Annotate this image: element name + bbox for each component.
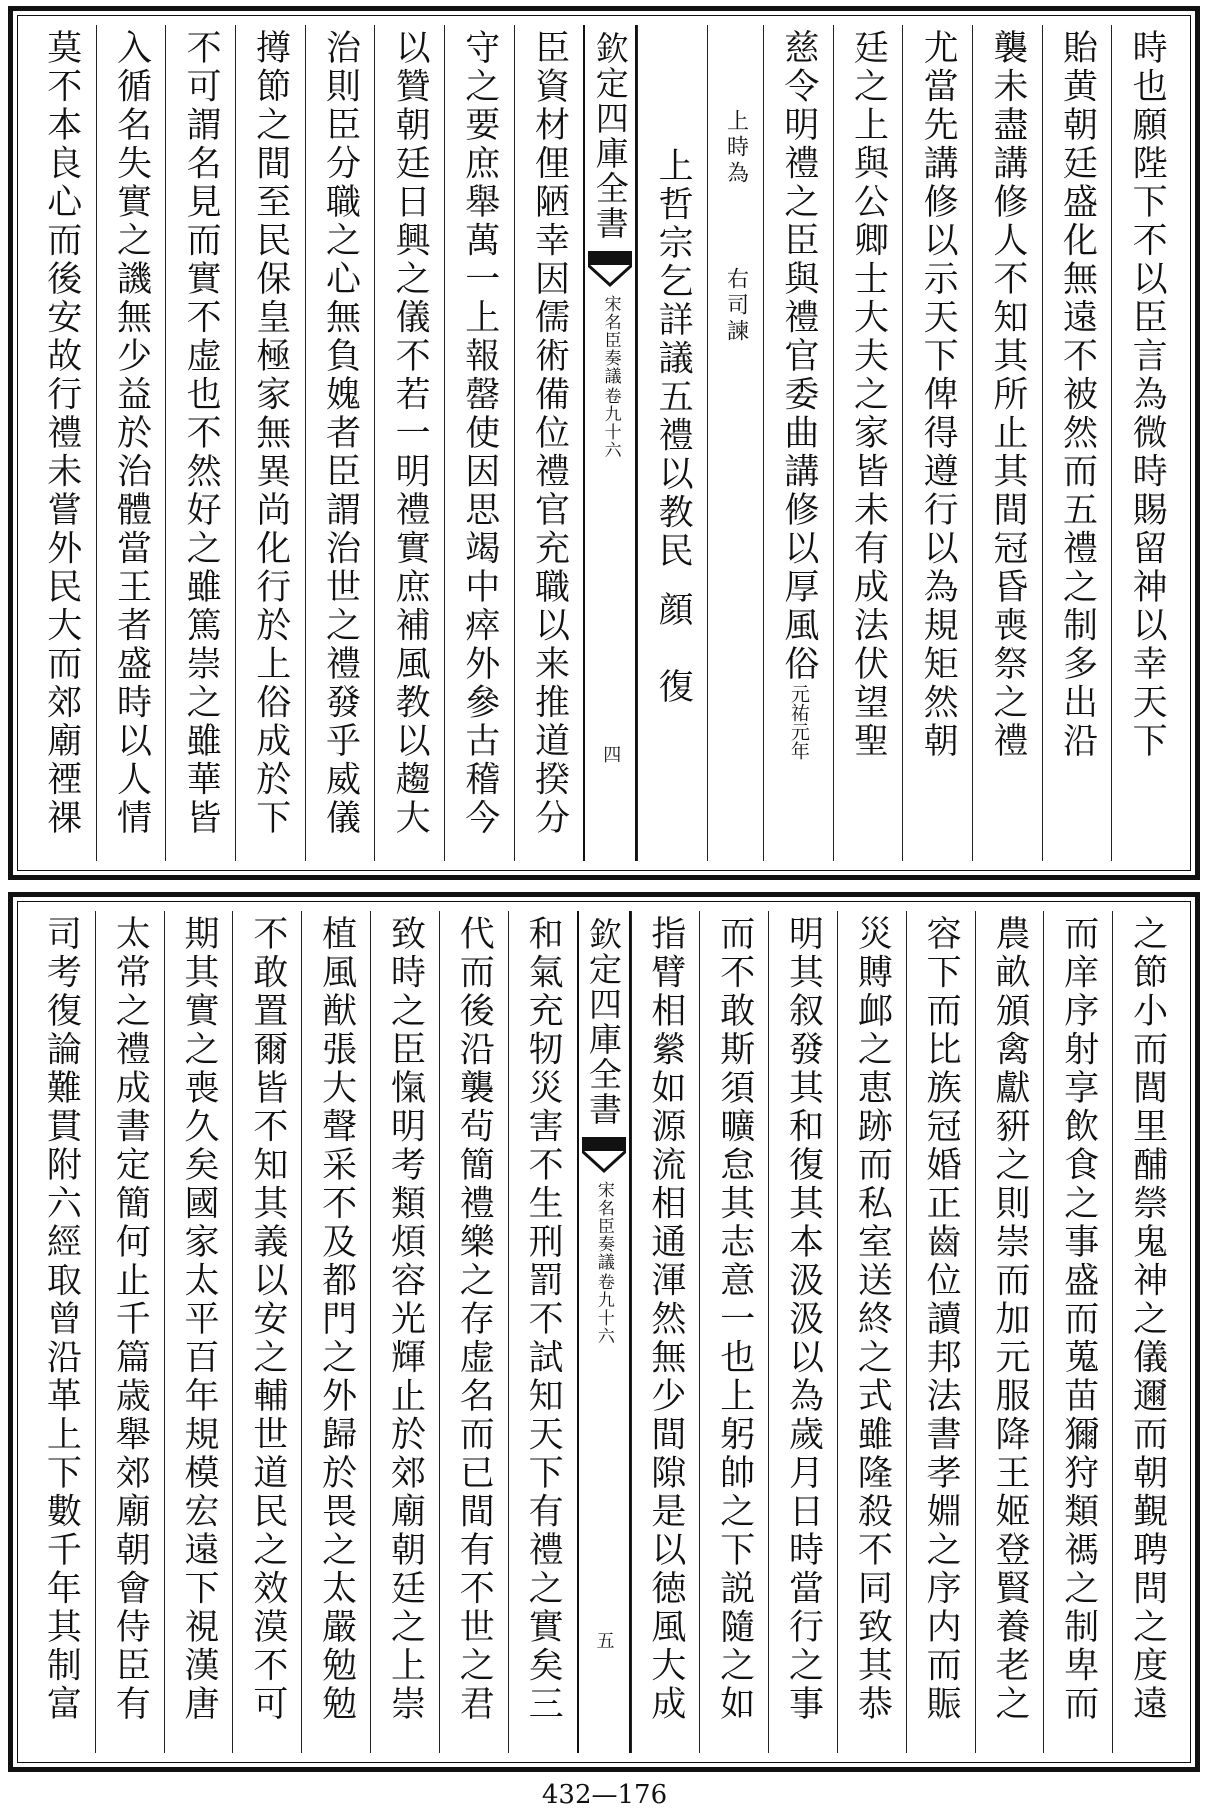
- memorial-title: 上哲宗乞詳議五禮以教民: [653, 147, 694, 571]
- text-column: 治則臣分職之心無負媿者臣謂治世之禮發乎威儀: [305, 25, 375, 861]
- text-column: 以贊朝廷日興之儀不若一明禮實庶補風教以趨大: [374, 25, 444, 861]
- annotation-line: 右司諫: [723, 267, 749, 345]
- text-column: 襲未盡講修人不知其所止其間冠昏喪祭之禮: [972, 25, 1042, 861]
- banner-title: 欽定四庫全書: [584, 917, 623, 1127]
- text-column: 守之要庶舉萬一上報罄使因思竭中瘁外參古稽今: [444, 25, 514, 861]
- text-column: 容下而比族冠婚正齒位讀邦法書孝婣之序内而賑: [906, 911, 975, 1753]
- text-column: 明其叙發其和復其本汲汲以為歲月日時當行之事: [768, 911, 837, 1753]
- text-column: 撙節之間至民保皇極家無異尚化行於上俗成於下: [235, 25, 305, 861]
- page-top: [8, 6, 1200, 880]
- text-column: 太常之禮成書定簡何止千篇歳舉郊廟朝會侍臣有: [95, 911, 164, 1753]
- center-banner: [577, 911, 631, 1753]
- text-column: 司考復論難貫附六經取曾沿革上下數千年其制富: [41, 915, 82, 1724]
- center-banner: [583, 25, 637, 861]
- text-column: 而庠序射享飲食之事盛而蒐苗獮狩類禡之制卑而: [1043, 911, 1112, 1753]
- collection-name: 宋名臣奏議: [600, 295, 621, 385]
- banner-subtitle: [601, 295, 620, 459]
- text-column: 不可謂名見而實不虚也不然好之雖篤崇之雖華皆: [165, 25, 235, 861]
- collection-name: 宋名臣奏議: [593, 1181, 614, 1271]
- text-column: 入循名失實之譏無少益於治體當王者盛時以人情: [96, 25, 166, 861]
- page-bottom: [8, 892, 1200, 1772]
- text-column: 之節小而閭里酺禜鬼神之儀邇而朝覲聘問之度遠: [1112, 911, 1181, 1753]
- annotation-line: 上時為: [723, 109, 749, 187]
- text-column: 植風猷張大聲采不及都門之外歸於畏之太嚴勉勉: [301, 911, 370, 1753]
- date-annotation: 元祐元年: [787, 683, 810, 760]
- fish-tail-ornament-icon: [582, 1137, 626, 1175]
- text-column: 而不敢斯須曠怠其志意一也上躬帥之下説隨之如: [699, 911, 768, 1753]
- text-columns-top: [27, 25, 1181, 861]
- volume-number: 卷九十六: [593, 1273, 614, 1345]
- text-column: 代而後沿襲茍簡禮樂之存虚名而已間有不世之君: [439, 911, 508, 1753]
- page-footer-number: 432—176: [541, 1780, 668, 1810]
- fish-tail-ornament-icon: [588, 251, 632, 289]
- text-column: 貽黄朝廷盛化無遠不被然而五禮之制多出沿: [1042, 25, 1112, 861]
- text-column: 時也願陛下不以臣言為微時賜留神以幸天下: [1111, 25, 1181, 861]
- text-column: 廷之上與公卿士大夫之家皆未有成法伏望聖: [833, 25, 903, 861]
- banner-title: 欽定四庫全書: [590, 31, 630, 241]
- text-column: 農畝頒禽獻豣之則崇而加元服降王姬登賢養老之: [975, 911, 1044, 1753]
- text-column: 期其實之喪久矣國家太平百年規模宏遠下視漢唐: [164, 911, 233, 1753]
- text-column: 和氣充牣災害不生刑罰不試知天下有禮之實矣三: [508, 911, 577, 1753]
- text-column: 不敢置爾皆不知其義以安之輔世道民之效漠不可: [232, 911, 301, 1753]
- annotation-column: [707, 25, 763, 861]
- text-column: 莫不本良心而後安故行禮未嘗外民大而郊廟禋祼: [41, 29, 82, 838]
- text-column: [763, 25, 833, 861]
- text-columns-bottom: [27, 911, 1181, 1753]
- text-column: 致時之臣愾明考類煩容光輝止於郊廟朝廷之上崇: [370, 911, 439, 1753]
- leaf-number: 五: [593, 1631, 615, 1649]
- text-column: 指臂相縈如源流相通渾然無少間隙是以徳風大成: [631, 911, 700, 1753]
- volume-number: 卷九十六: [600, 387, 621, 459]
- column-text: 慈令明禮之臣與禮官委曲講修以厚風俗: [778, 29, 819, 684]
- heading-column: [637, 25, 707, 861]
- text-column: 災賻䘏之恵跡而私室送終之式雖隆殺不同致其恭: [837, 911, 906, 1753]
- text-column: 臣資材俚陋幸因儒術備位禮官充職以来推道揆分: [514, 25, 584, 861]
- text-column: 尤當先講修以示天下俾得遵行以為規矩然朝: [902, 25, 972, 861]
- author-name: 顔 復: [653, 590, 694, 706]
- banner-subtitle: [594, 1181, 613, 1345]
- leaf-number: 四: [600, 745, 622, 763]
